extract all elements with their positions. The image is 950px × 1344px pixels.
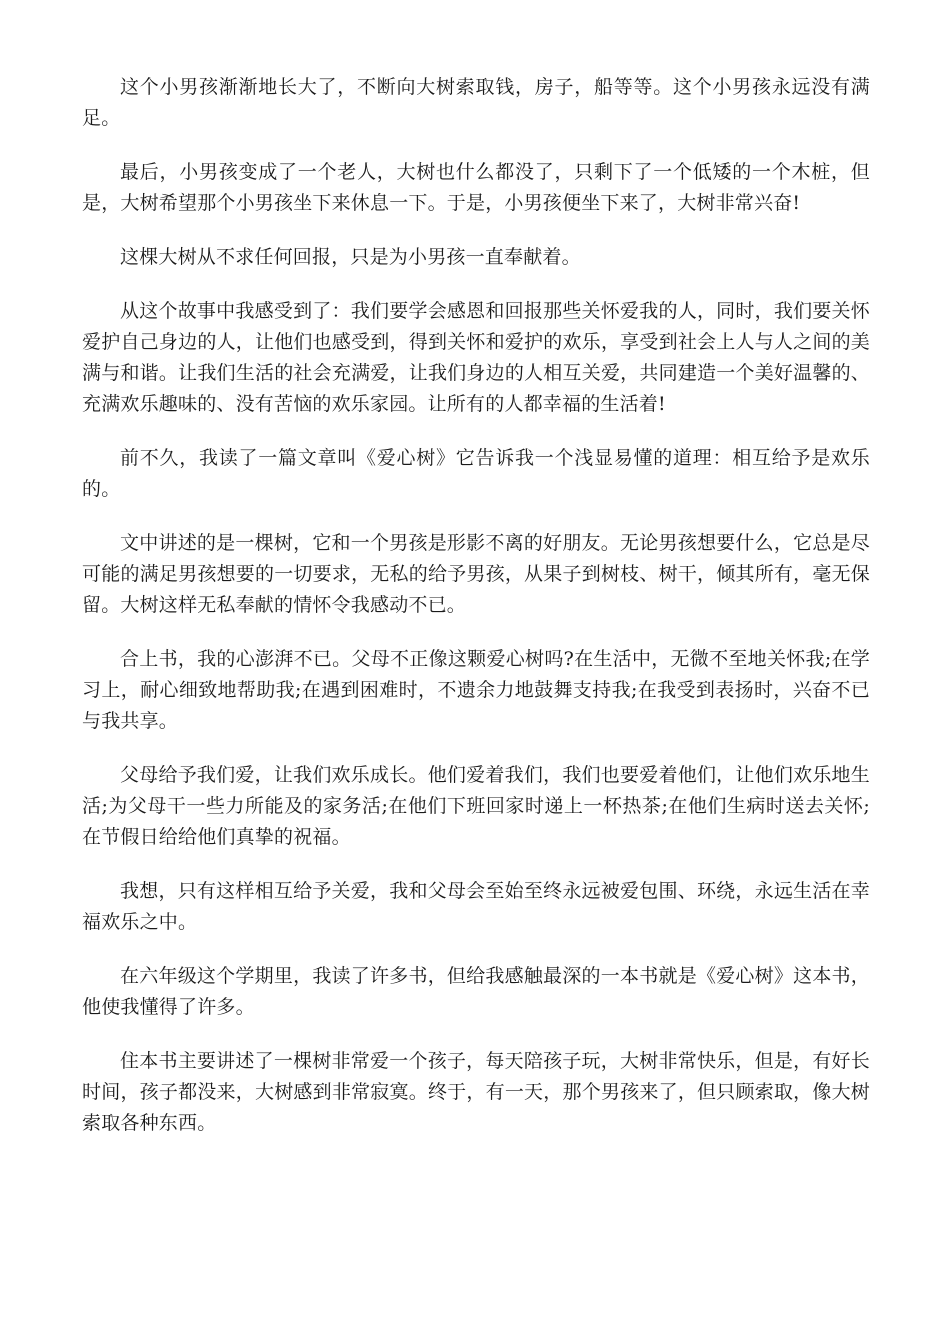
paragraph-8: 父母给予我们爱，让我们欢乐成长。他们爱着我们，我们也要爱着他们，让他们欢乐地生活;为父母干一些力所能及的家务活;在他们下班回家时递上一杯热茶;在他们生病时送去关怀;在节假日给给他们真挚的祝福。	[82, 764, 870, 848]
paragraph-2: 最后，小男孩变成了一个老人，大树也什么都没了，只剩下了一个低矮的一个木桩，但是，大树希望那个小男孩坐下来休息一下。于是，小男孩便坐下来了，大树非常兴奋!	[82, 161, 870, 214]
paragraph-6: 文中讲述的是一棵树，它和一个男孩是形影不离的好朋友。无论男孩想要什么，它总是尽可能的满足男孩想要的一切要求，无私的给予男孩，从果子到树枝、树干，倾其所有，毫无保留。大树这样无私奉献的情怀令我感动不已。	[82, 532, 870, 616]
paragraph-7: 合上书，我的心澎湃不已。父母不正像这颗爱心树吗?在生活中，无微不至地关怀我;在学习上，耐心细致地帮助我;在遇到困难时，不遗余力地鼓舞支持我;在我受到表扬时，兴奋不已与我共享。	[82, 648, 870, 732]
paragraph-5: 前不久，我读了一篇文章叫《爱心树》它告诉我一个浅显易懂的道理：相互给予是欢乐的。	[82, 447, 870, 500]
paragraph-11: 住本书主要讲述了一棵树非常爱一个孩子，每天陪孩子玩，大树非常快乐，但是，有好长时间，孩子都没来，大树感到非常寂寞。终于，有一天，那个男孩来了，但只顾索取，像大树索取各种东西。	[82, 1050, 870, 1134]
paragraph-10: 在六年级这个学期里，我读了许多书，但给我感触最深的一本书就是《爱心树》这本书，他使我懂得了许多。	[82, 965, 870, 1018]
paragraph-4: 从这个故事中我感受到了：我们要学会感恩和回报那些关怀爱我的人，同时，我们要关怀爱护自己身边的人，让他们也感受到，得到关怀和爱护的欢乐，享受到社会上人与人之间的美满与和谐。让我们生活的社会充满爱，让我们身边的人相互关爱，共同建造一个美好温馨的、充满欢乐趣味的、没有苦恼的欢乐家园。让所有的人都幸福的生活着!	[82, 300, 870, 415]
document-page	[82, 72, 870, 1162]
paragraph-3: 这棵大树从不求任何回报，只是为小男孩一直奉献着。	[120, 246, 581, 268]
paragraph-9: 我想，只有这样相互给予关爱，我和父母会至始至终永远被爱包围、环绕，永远生活在幸福欢乐之中。	[82, 880, 870, 933]
paragraph-1: 这个小男孩渐渐地长大了，不断向大树索取钱，房子，船等等。这个小男孩永远没有满足。	[82, 76, 870, 129]
